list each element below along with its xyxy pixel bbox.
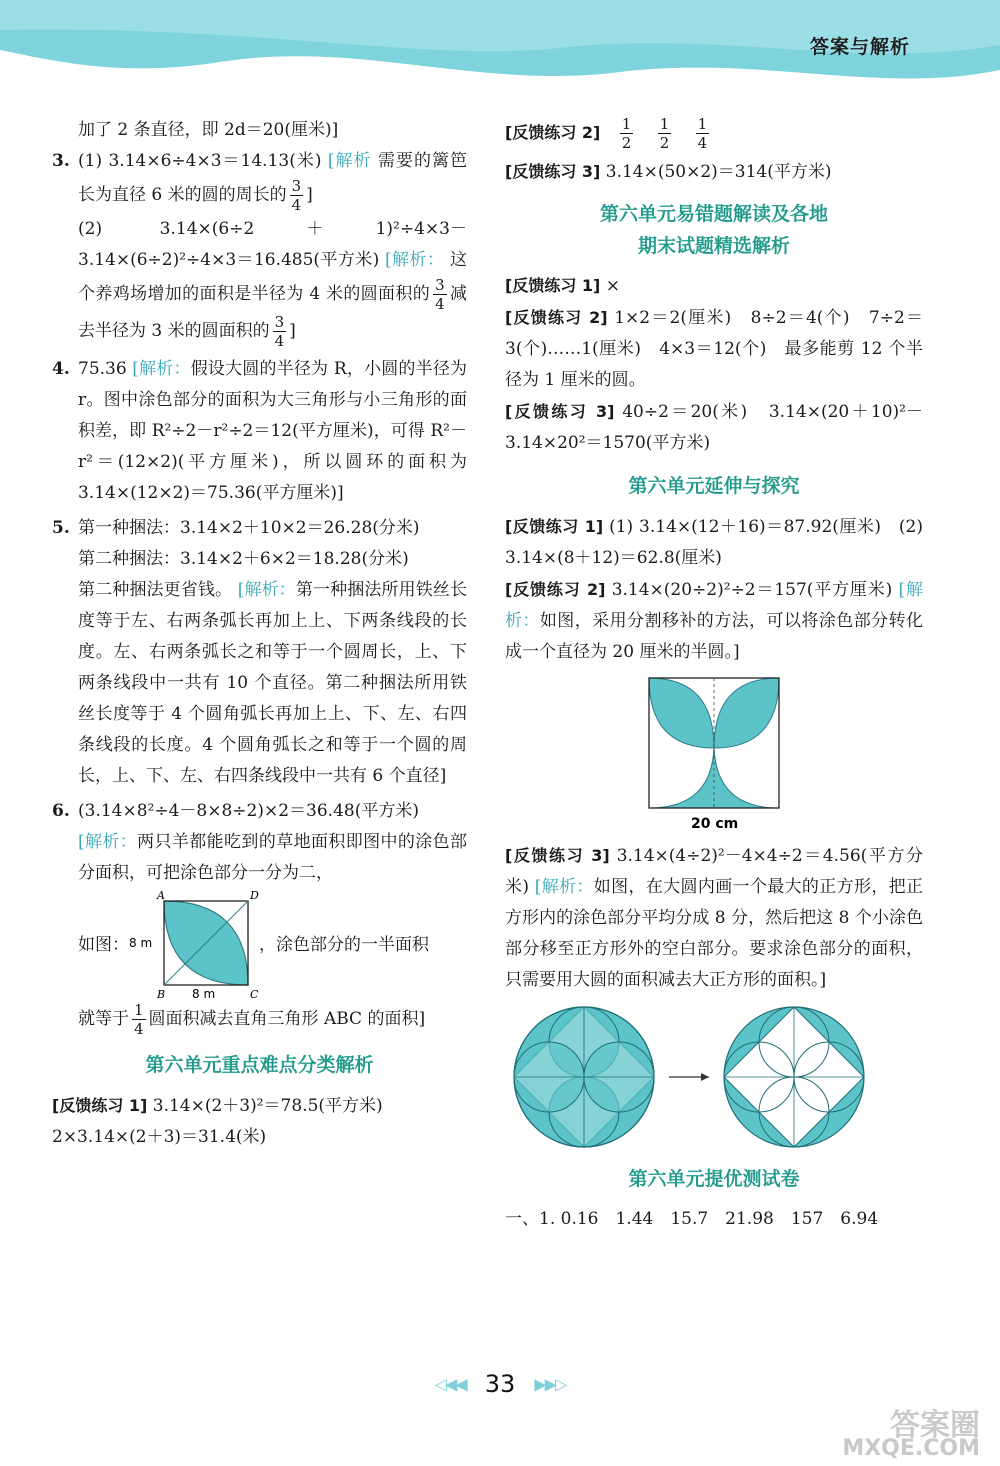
x1-answer: (1) 3.14×(12＋16)＝87.92(厘米) (2) 3.14×(8＋12)＝62.8(厘米) [505, 517, 923, 568]
q6-fig-prefix: 如图： [78, 934, 129, 955]
fig-label-a: A [157, 889, 165, 902]
q6-figure-row [78, 889, 467, 1001]
fraction-1-2: $\frac{1}{2}$ [659, 115, 670, 152]
q6-note-end-b: 圆面积减去直角三角形 ABC 的面积] [148, 1009, 426, 1029]
fig-label-bottom: 8 m [192, 987, 216, 1001]
fig-label-c: C [250, 988, 259, 1001]
q3: 3. (1) 3.14×6÷4×3＝14.13(米) [解析 需要的篱笆长为直径 6 米的圆的周长的 $\frac{3}{4}$ ] (2) 3.14×(6÷2＋1)²÷4×3－3.14×(6÷2)²÷4×3＝16.485(平方米) [解析： 这个养鸡场增加的面积是半径为 4 米的圆面积的 $\frac{3}{4}$ 减去半径为 3 米的圆面积的 $\frac{3}{4}$ ] [52, 146, 467, 350]
fig-label-d: D [250, 889, 259, 902]
watermark-logo: 答案圈 [890, 1408, 980, 1443]
q4-number: 4. [52, 359, 70, 379]
section-title-extension: 第六单元延伸与探究 [628, 475, 800, 497]
fraction-1-4: $\frac{1}{4}$ [697, 115, 708, 152]
fraction-3-4: $\frac{3}{4}$ [274, 313, 285, 350]
x2-note: 如图，采用分割移补的方法，可以将涂色部分转化成一个直径为 20 厘米的半圆。] [505, 611, 924, 662]
feedback-tag: [反馈练习 3] [505, 846, 610, 865]
q6-fig-suffix: ，涂色部分的一半面积 [259, 934, 429, 955]
q5 [52, 513, 467, 792]
fraction-1-2: $\frac{1}{2}$ [621, 115, 632, 152]
q5-line-1: 第一种捆法：3.14×2＋10×2＝26.28(分米) [78, 518, 420, 538]
fb1-answer-a: 3.14×(2＋3)²＝78.5(平方米) [152, 1096, 383, 1116]
q6-note-tag: [解析： [78, 832, 138, 852]
x2-answer: 3.14×(20÷2)²÷2＝157(平方厘米) [611, 580, 893, 600]
e1-answer: × [605, 276, 620, 296]
x3-note-tag: [解析： [534, 877, 594, 897]
section-title-errors: 第六单元易错题解读及各地 期末试题精选解析 [599, 203, 828, 257]
page-footer [0, 1370, 1000, 1398]
section-title-key-points: 第六单元重点难点分类解析 [145, 1054, 374, 1076]
q3-note-3: 减去半径为 3 米的圆面积的 [78, 284, 468, 341]
x3-note: 如图，在大圆内画一个最大的正方形，把正方形内的涂色部分平均分成 8 分，然后把这 8 个小涂色部分移至正方形外的空白部分。要求涂色部分的面积，只需要用大圆的面积减去大正方形的面积。] [505, 877, 924, 990]
test-answers: 一、1. 0.16 1.44 15.7 21.98 157 6.94 [505, 1209, 879, 1229]
q3-note2-tag: [解析： [385, 250, 445, 270]
q6-note-end-a: 就等于 [78, 1009, 129, 1029]
left-column [52, 115, 467, 1153]
fb3-answer: 3.14×(50×2)＝314(平方米) [605, 162, 832, 182]
q5-note-tag: [解析： [237, 580, 296, 600]
q4-answer: 75.36 [78, 359, 127, 379]
feedback-tag: [反馈练习 2] [505, 308, 608, 327]
section-title-test: 第六单元提优测试卷 [628, 1168, 800, 1190]
feedback-tag: [反馈练习 3] [505, 402, 615, 421]
q3-number: 3. [52, 151, 70, 171]
q3-note-2: 这个养鸡场增加的面积是半径为 4 米的圆面积的 [78, 250, 468, 304]
fig-label-b: B [157, 988, 166, 1001]
q6 [52, 796, 467, 1038]
q5-number: 5. [52, 518, 70, 538]
header-band [0, 0, 1000, 110]
q3-answer-1: (1) 3.14×6÷4×3＝14.13(米) [78, 151, 322, 171]
header-title: 答案与解析 [809, 36, 910, 58]
q6-number: 6. [52, 801, 70, 821]
x2-note-tag: [解析： [505, 580, 924, 631]
right-arrows-icon: ▶▶▷ [534, 1374, 566, 1394]
feedback-tag: [反馈练习 3] [505, 162, 601, 181]
q6-note: 两只羊都能吃到的草地面积即图中的涂色部分面积，可把涂色部分一分为二， [78, 832, 467, 883]
q4-note: 假设大圆的半径为 R，小圆的半径为 r。图中涂色部分的面积为大三角形与小三角形的面积差，即 R²÷2－r²÷2＝12(平方厘米)，可得 R²－r²＝(12×2)(平方厘米)，所以圆环的面积为 3.14×(12×2)＝75.36(平方厘米)] [78, 359, 468, 503]
fraction-3-4: $\frac{3}{4}$ [435, 276, 445, 313]
q2-tail: 加了 2 条直径，即 2d＝20(厘米)] [78, 120, 339, 140]
page-number: 33 [484, 1370, 516, 1398]
left-arrows-icon: ◁◀◀ [434, 1374, 466, 1394]
watermark-url: MXQE.COM [842, 1436, 980, 1461]
right-column [505, 115, 923, 1235]
q4 [52, 354, 467, 509]
fraction-3-4: $\frac{3}{4}$ [291, 177, 302, 214]
e2-answer: 1×2＝2(厘米) 8÷2＝4(个) 7÷2＝3(个)……1(厘米) 4×3＝12(个) 最多能剪 12 个半径为 1 厘米的圆。 [505, 308, 923, 390]
q5-note: 第一种捆法所用铁丝长度等于左、右两条弧长再加上上、下两条线段的长度。左、右两条弧长之和等于一个圆周长，上、下两条线段中一共有 10 个直径。第二种捆法所用铁丝长度等于 4 个圆角弧长再加上上、下、左、右四条线段的长度。4 个圆角弧长之和等于一个圆的周长，上、下、左、右四条线段中一共有 6 个直径] [78, 580, 468, 786]
feedback-tag: [反馈练习 2] [505, 580, 606, 599]
q3-note-1: 需要的篱笆长为直径 6 米的圆的周长的 [78, 151, 468, 205]
x3-answer: 3.14×(4÷2)²－4×4÷2＝4.56(平方分米) [505, 846, 923, 897]
q4-note-tag: [解析： [132, 359, 191, 379]
q3-answer-2: (2) 3.14×(6÷2＋1)²÷4×3－3.14×(6÷2)²÷4×3＝16.485(平方米) [78, 219, 467, 270]
feedback-tag: [反馈练习 2] [505, 123, 601, 142]
x3-circles-figure [509, 1002, 919, 1152]
feedback-tag: [反馈练习 1] [52, 1096, 148, 1115]
fig2-label: 20 cm [691, 816, 739, 832]
q3-note-tag: [解析 [327, 151, 372, 171]
q5-line-2: 第二种捆法：3.14×2＋6×2＝18.28(分米) [78, 549, 409, 569]
feedback-tag: [反馈练习 1] [505, 276, 601, 295]
e3-answer: 40÷2＝20(米) 3.14×(20＋10)²－3.14×20²＝1570(平方米) [505, 402, 923, 453]
q6-lens-figure [129, 889, 259, 1001]
x2-leaf-figure [639, 674, 789, 834]
fraction-1-4: $\frac{1}{4}$ [134, 1001, 144, 1038]
fb1-answer-b: 2×3.14×(2＋3)＝31.4(米) [52, 1127, 267, 1147]
q6-answer: (3.14×8²÷4－8×8÷2)×2＝36.48(平方米) [78, 801, 419, 821]
fig-label-side: 8 m [129, 936, 153, 950]
q5-line-3: 第二种捆法更省钱。 [78, 580, 233, 600]
feedback-tag: [反馈练习 1] [505, 517, 604, 536]
